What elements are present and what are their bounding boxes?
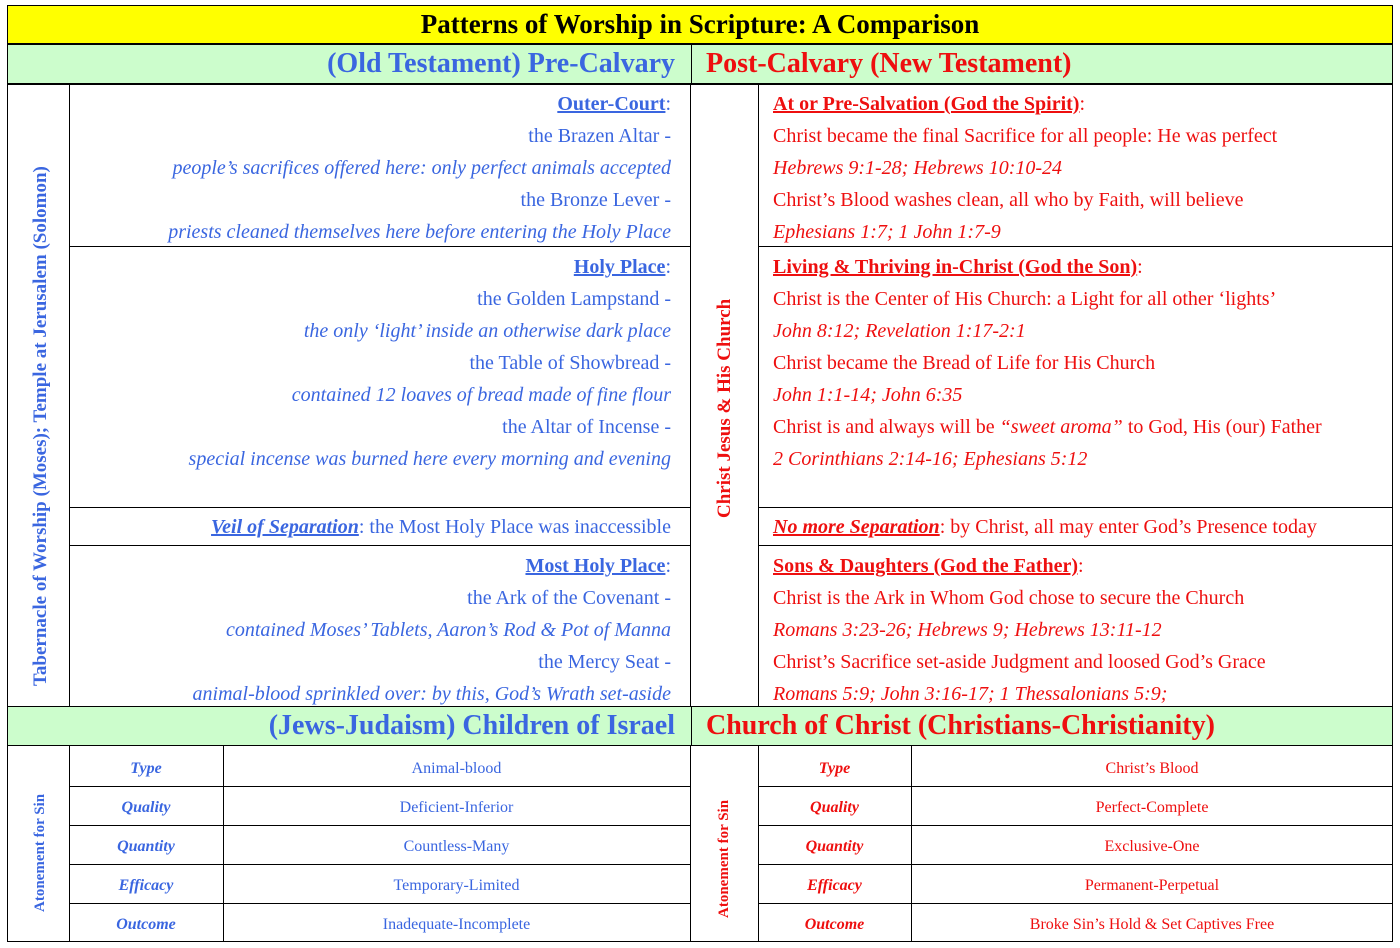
most-holy-place-item: the Mercy Seat - [538,651,671,673]
outer-court-item: the Bronze Lever - [520,189,671,211]
holy-place-item: the Golden Lampstand - [477,288,671,310]
no-separation-section [773,511,1388,543]
outer-court-item: the Brazen Altar - [528,125,671,147]
outer-court-heading: Outer-Court [557,93,666,115]
atonement-label-right: Atonement for Sin [716,799,732,918]
holy-place-section: Holy Place: the Golden Lampstand - the only ‘light’ inside an otherwise dark place the Table of Showbread - contained 12 loaves of bread made of fine flour the Altar of Incense - special incense was burned here every morning and evening [72,251,671,475]
living-text: Christ is and always will be “sweet aroma” to God, His (our) Father [773,416,1322,438]
living-heading: Living & Thriving in-Christ (God the Son) [773,256,1138,278]
table-row: Quality Perfect-Complete [810,799,1209,816]
sons-ref: Romans 3:23-26; Hebrews 9; Hebrews 13:11-12 [773,619,1162,641]
table-row: Efficacy Permanent-Perpetual [807,877,1220,894]
table-row: Quantity Exclusive-One [805,838,1200,855]
sons-section: Sons & Daughters (God the Father): Christ is the Ark in Whom God chose to secure the Church Romans 3:23-26; Hebrews 9; Hebrews 13:11-12 Christ’s Sacrifice set-aside Judgment and loosed God’s Grace Romans 5:9; John 3:16-17; 1 Thessalonians 5:9; [773,550,1388,710]
outer-court-section: Outer-Court: the Brazen Altar - people’s sacrifices offered here: only perfect animals accepted the Bronze Lever - priests cleaned themselves here before entering the Holy Place [72,88,671,248]
most-holy-place-heading: Most Holy Place [525,555,666,577]
salvation-ref: Hebrews 9:1-28; Hebrews 10:10-24 [773,157,1063,179]
table-row: Quantity Countless-Many [117,838,510,855]
salvation-ref: Ephesians 1:7; 1 John 1:7-9 [773,221,1001,243]
holy-place-item: the Altar of Incense - [502,416,671,438]
living-ref: John 1:1-14; John 6:35 [773,384,963,406]
salvation-text: Christ became the final Sacrifice for all people: He was perfect [773,125,1278,147]
atonement-label-left: Atonement for Sin [32,793,48,912]
sons-text: Christ’s Sacrifice set-aside Judgment and loosed God’s Grace [773,651,1266,673]
holy-place-item: the Table of Showbread - [469,352,671,374]
page-title: Patterns of Worship in Scripture: A Comparison [7,5,1393,44]
most-holy-place-item: the Ark of the Covenant - [467,587,671,609]
table-row: Outcome Inadequate-Incomplete [116,916,531,933]
living-section: Living & Thriving in-Christ (God the Son): Christ is the Center of His Church: a Light for all other ‘lights’ John 8:12; Revelation 1:17-2:1 Christ became the Bread of Life for His Church John 1:1-14; John 6:35 Christ is and always will be “sweet aroma” to God, His (our) Father 2 Corinthians 2:14-16; Ephesians 5:12 [773,251,1388,475]
header-old-testament: (Old Testament) Pre-Calvary [327,48,675,79]
christ-church-label: Christ Jesus & His Church [714,298,735,518]
header-band [7,44,1393,84]
table-row: Type Christ’s Blood [818,760,1199,777]
footer-israel: (Jews-Judaism) Children of Israel [268,710,675,741]
living-text: Christ became the Bread of Life for His Church [773,352,1156,374]
table-row: Outcome Broke Sin’s Hold & Set Captives Free [804,916,1275,933]
most-holy-place-note: animal-blood sprinkled over: by this, God’s Wrath set-aside [192,683,671,705]
outer-court-note: priests cleaned themselves here before entering the Holy Place [168,221,671,243]
living-text: Christ is the Center of His Church: a Light for all other ‘lights’ [773,288,1277,310]
holy-place-note: the only ‘light’ inside an otherwise dark place [303,320,671,342]
living-ref: John 8:12; Revelation 1:17-2:1 [773,320,1026,342]
table-row: Quality Deficient-Inferior [121,799,514,816]
footer-band [7,706,1393,746]
no-separation-heading: No more Separation [773,516,940,538]
header-new-testament: Post-Calvary (New Testament) [691,45,1394,83]
no-separation-text: : by Christ, all may enter God’s Presence today [939,516,1317,538]
footer-church: Church of Christ (Christians-Christianity) [691,707,1394,745]
holy-place-note: contained 12 loaves of bread made of fine flour [291,384,671,406]
living-ref: 2 Corinthians 2:14-16; Ephesians 5:12 [773,448,1088,470]
most-holy-place-section: Most Holy Place: the Ark of the Covenant - contained Moses’ Tablets, Aaron’s Rod & Pot of Manna the Mercy Seat - animal-blood sprinkled over: by this, God’s Wrath set-aside [72,550,671,710]
holy-place-note: special incense was burned here every morning and evening [188,448,671,470]
salvation-section: At or Pre-Salvation (God the Spirit): Christ became the final Sacrifice for all people: He was perfect Hebrews 9:1-28; Hebrews 10:10-24 Christ’s Blood washes clean, all who by Faith, will believe Ephesians 1:7; 1 John 1:7-9 [773,88,1388,248]
veil-heading: Veil of Separation [211,516,359,538]
sons-ref: Romans 5:9; John 3:16-17; 1 Thessalonians 5:9; [773,683,1168,705]
salvation-text: Christ’s Blood washes clean, all who by Faith, will believe [773,189,1244,211]
outer-court-note: people’s sacrifices offered here: only perfect animals accepted [172,157,671,179]
table-row: Efficacy Temporary-Limited [118,877,520,894]
most-holy-place-note: contained Moses’ Tablets, Aaron’s Rod & Pot of Manna [226,619,671,641]
table-row: Type Animal-blood [130,760,502,777]
sons-heading: Sons & Daughters (God the Father) [773,555,1078,577]
veil-text: : the Most Holy Place was inaccessible [358,516,671,538]
salvation-heading: At or Pre-Salvation (God the Spirit) [773,93,1080,115]
holy-place-heading: Holy Place [573,256,666,278]
sons-text: Christ is the Ark in Whom God chose to secure the Church [773,587,1245,609]
veil-section [72,511,671,543]
tabernacle-label: Tabernacle of Worship (Moses); Temple at Jerusalem (Solomon) [30,166,51,686]
